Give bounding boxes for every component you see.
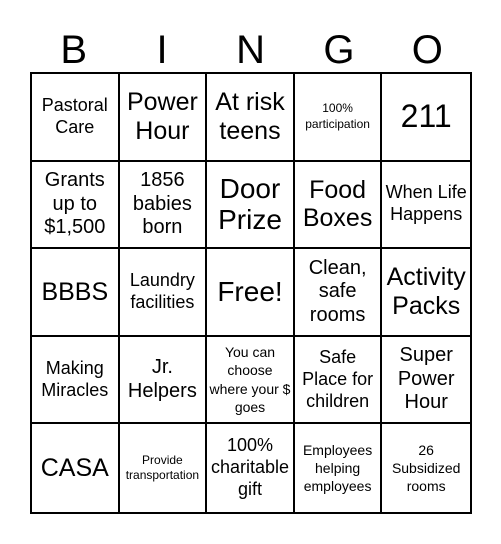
- bingo-cell[interactable]: Employees helping employees: [295, 424, 383, 512]
- bingo-cell[interactable]: BBBS: [32, 249, 120, 337]
- bingo-cell[interactable]: Activity Packs: [382, 249, 470, 337]
- header-letter-n: N: [236, 28, 266, 72]
- bingo-cell[interactable]: 26 Subsidized rooms: [391, 441, 461, 495]
- bingo-cell[interactable]: Safe Place for children: [295, 337, 383, 425]
- bingo-cell[interactable]: Door Prize: [207, 162, 295, 250]
- header-letter-i: I: [156, 28, 169, 72]
- bingo-cell[interactable]: Food Boxes: [295, 162, 383, 250]
- bingo-cell[interactable]: 211: [382, 74, 470, 162]
- header-letter-g: G: [323, 28, 356, 72]
- bingo-cell[interactable]: Grants up to $1,500: [32, 162, 120, 250]
- bingo-cell[interactable]: Clean, safe rooms: [295, 249, 383, 337]
- bingo-cell[interactable]: At risk teens: [207, 74, 295, 162]
- bingo-cell[interactable]: Super Power Hour: [382, 337, 470, 425]
- bingo-board: [30, 72, 472, 514]
- free-space[interactable]: Free!: [207, 249, 295, 337]
- bingo-cell[interactable]: Laundry facilities: [120, 249, 208, 337]
- bingo-cell[interactable]: Power Hour: [120, 74, 208, 162]
- bingo-cell[interactable]: You can choose where your $ goes: [207, 337, 295, 425]
- bingo-cell[interactable]: 1856 babies born: [120, 162, 208, 250]
- bingo-header: [30, 28, 472, 72]
- bingo-cell[interactable]: CASA: [32, 424, 120, 512]
- header-letter-o: O: [411, 28, 444, 72]
- bingo-cell[interactable]: Provide transportation: [120, 424, 208, 512]
- header-letter-b: B: [60, 28, 89, 72]
- bingo-cell[interactable]: Jr. Helpers: [120, 337, 208, 425]
- bingo-cell[interactable]: Making Miracles: [32, 337, 120, 425]
- bingo-cell[interactable]: 100% charitable gift: [207, 424, 295, 512]
- bingo-cell[interactable]: When Life Happens: [382, 162, 470, 250]
- bingo-cell[interactable]: 100% participation: [295, 74, 383, 162]
- bingo-cell[interactable]: Pastoral Care: [32, 74, 120, 162]
